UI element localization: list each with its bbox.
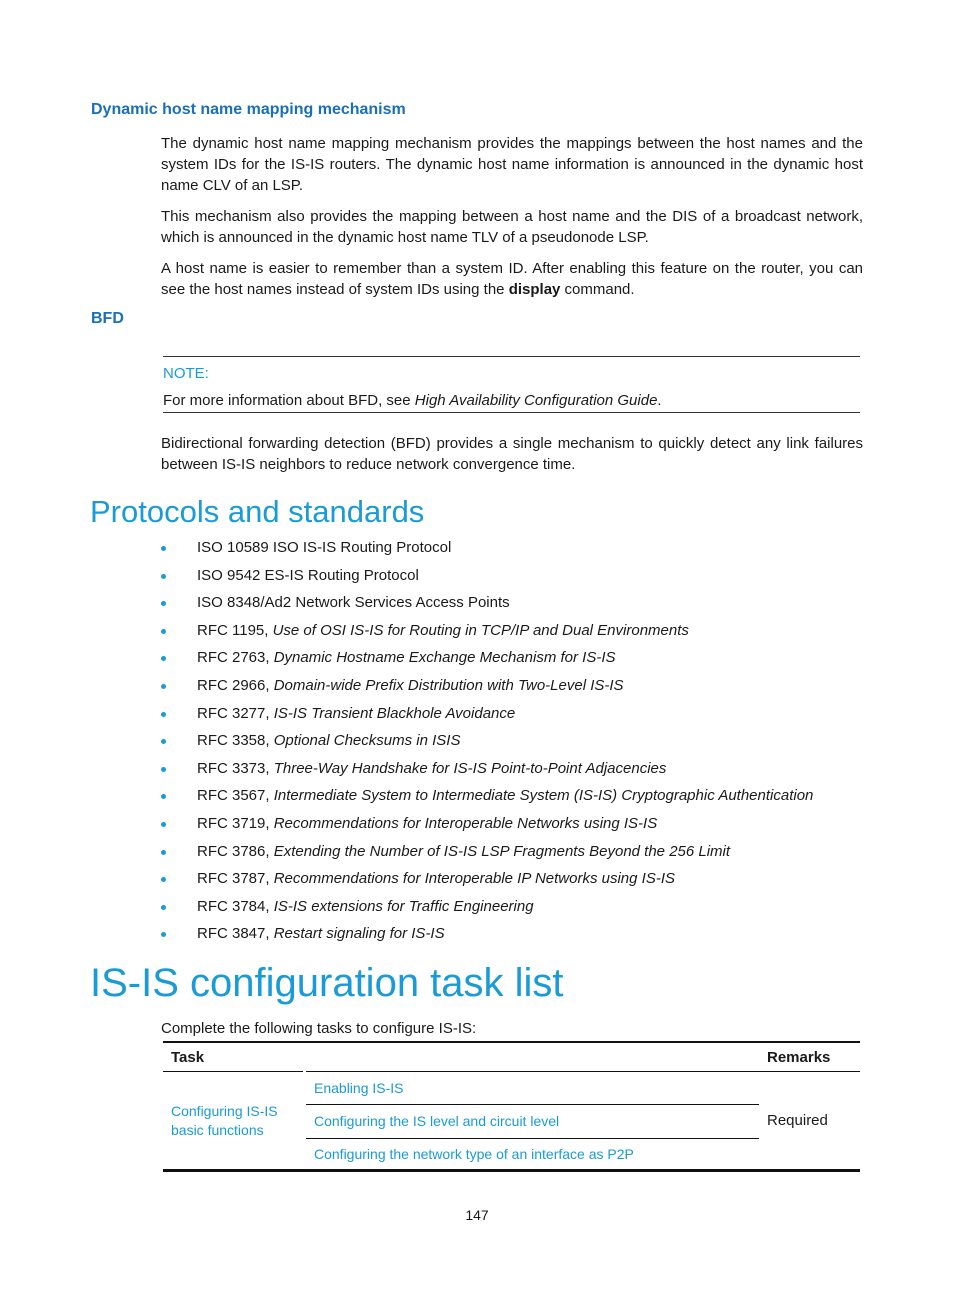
standard-title: Use of OSI IS-IS for Routing in TCP/IP and Dual Environments [272,621,689,639]
standard-id: ISO 9542 ES-IS Routing Protocol [197,566,419,584]
section-heading-bfd: BFD [91,310,124,327]
list-item [161,592,813,620]
bullet-icon [161,905,166,910]
command-keyword: display [508,281,561,298]
standard-title: Restart signaling for IS-IS [273,925,445,943]
subtask-cell [305,1105,760,1139]
paragraph: The dynamic host name mapping mechanism provides the mappings between the host names and the system IDs for the IS-IS routers. The dynamic host name information is announced in the dynamic host name CLV of an LSP. [161,135,863,194]
task-group-link[interactable]: Configuring IS-IS basic functions [171,1102,278,1138]
list-item [161,565,813,593]
paragraph-text: command. [560,281,635,298]
standard-title: IS-IS Transient Blackhole Avoidance [273,704,516,722]
remarks-cell [759,1072,860,1171]
bullet-icon [161,739,166,744]
list-item [161,703,813,731]
standard-id: ISO 10589 ISO IS-IS Routing Protocol [197,539,452,556]
bullet-icon [161,767,166,772]
list-item [161,896,813,924]
standard-title: Optional Checksums in ISIS [273,732,461,750]
remarks-value: Required [767,1112,828,1129]
subtask-cell [305,1139,760,1171]
bullet-icon [161,932,166,937]
paragraph [161,258,863,300]
chapter-heading-task-list: IS-IS configuration task list [90,961,564,1005]
subtask-link-level[interactable]: Configuring the IS level and circuit level [314,1113,560,1129]
standard-title: Dynamic Hostname Exchange Mechanism for IS-IS [273,649,616,667]
table-row [163,1072,860,1105]
bullet-icon [161,546,166,551]
list-item [161,620,813,648]
paragraph: This mechanism also provides the mapping between a host name and the DIS of a broadcast network, which is announced in the dynamic host name TLV of a pseudonode LSP. [161,208,863,246]
note-text [163,392,662,409]
note-divider-bottom [163,412,860,413]
list-item [161,758,813,786]
list-item [161,813,813,841]
note-text-part: For more information about BFD, see [163,392,415,409]
bullet-icon [161,656,166,661]
note-label: NOTE: [163,365,209,382]
standard-id: RFC 3784, [197,897,274,915]
standard-id: RFC 2966, [197,676,274,694]
bullet-icon [161,684,166,689]
bullet-icon [161,794,166,799]
bullet-icon [161,850,166,855]
subtask-link-network-type[interactable]: Configuring the network type of an interface as P2P [314,1145,634,1162]
paragraph-text: A host name is easier to remember than a system ID. After enabling this feature on the router, you can see the host names instead of system IDs using the [161,260,863,298]
standard-id: RFC 1195, [197,621,273,639]
standard-id: RFC 3277, [197,704,274,722]
list-item [161,675,813,703]
task-list-intro: Complete the following tasks to configure IS-IS: [161,1020,477,1037]
paragraph: Bidirectional forwarding detection (BFD) provides a single mechanism to quickly detect any link failures between IS-IS neighbors to reduce network convergence time. [161,435,863,473]
list-item [161,730,813,758]
section-heading-protocols: Protocols and standards [90,494,425,529]
standard-id: RFC 3358, [197,732,274,750]
standard-id: ISO 8348/Ad2 Network Services Access Points [197,594,510,612]
subtask-cell [305,1072,760,1105]
standard-id: RFC 3787, [197,870,274,888]
list-item [161,647,813,675]
list-item [161,537,813,565]
page-number: 147 [465,1207,489,1223]
standard-id: RFC 3719, [197,814,274,832]
section-heading-dynamic-host-name: Dynamic host name mapping mechanism [91,101,406,118]
standard-id: RFC 3847, [197,925,274,943]
list-item [161,841,813,869]
standard-title: Recommendations for Interoperable Networks using IS-IS [273,814,658,832]
subtask-link-enabling[interactable]: Enabling IS-IS [314,1079,404,1096]
standard-title: Intermediate System to Intermediate System (IS-IS) Cryptographic Authentication [273,787,814,805]
task-group-cell [163,1072,305,1171]
standards-list [161,537,813,951]
bullet-icon [161,629,166,634]
standard-title: Three-Way Handshake for IS-IS Point-to-Point Adjacencies [273,759,667,777]
standard-title: Recommendations for Interoperable IP Networks using IS-IS [273,870,675,888]
standard-id: RFC 3373, [197,759,274,777]
guide-reference: High Availability Configuration Guide [414,392,658,409]
note-divider-top [163,356,860,357]
standard-id: RFC 2763, [197,649,274,667]
task-table [163,1041,860,1172]
bullet-icon [161,877,166,882]
list-item [161,785,813,813]
bullet-icon [161,601,166,606]
standard-id: RFC 3567, [197,787,274,805]
standard-title: Extending the Number of IS-IS LSP Fragments Beyond the 256 Limit [273,842,731,860]
bullet-icon [161,822,166,827]
bullet-icon [161,574,166,579]
table-header-row [163,1042,860,1072]
list-item [161,868,813,896]
column-header-remarks: Remarks [759,1042,860,1072]
standard-title: IS-IS extensions for Traffic Engineering [273,897,534,915]
standard-id: RFC 3786, [197,842,274,860]
note-text-part: . [657,392,662,409]
standard-title: Domain-wide Prefix Distribution with Two-Level IS-IS [273,676,624,694]
list-item [161,923,813,951]
bullet-icon [161,712,166,717]
column-header-task: Task [163,1042,759,1072]
